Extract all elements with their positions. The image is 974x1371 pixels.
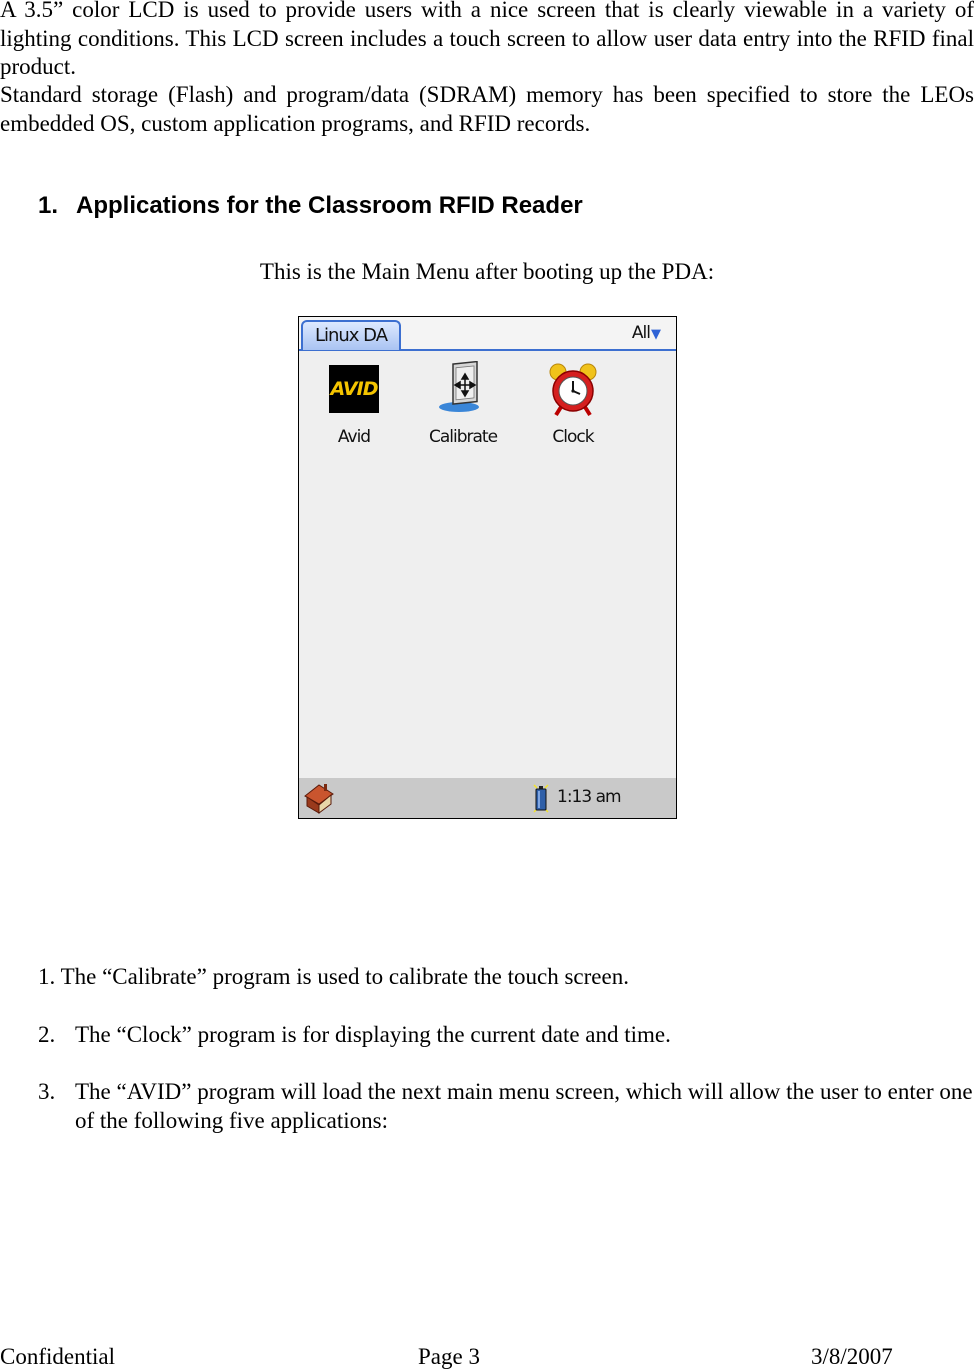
pda-app-label: Calibrate xyxy=(428,427,498,447)
footer-page-number: Page 3 xyxy=(418,1344,480,1369)
avid-logo-text: AVID xyxy=(329,365,379,413)
footer-confidential: Confidential xyxy=(0,1344,115,1369)
avid-logo-icon xyxy=(326,361,382,417)
pda-app-clock[interactable] xyxy=(523,361,623,447)
list-item-text: The “AVID” program will load the next main menu screen, which will allow the user to enter one of the following five applications: xyxy=(75,1079,973,1133)
intro-paragraph-storage: Standard storage (Flash) and program/data (SDRAM) memory has been specified to store the LEOs embedded OS, custom application programs, and RFID records. xyxy=(0,82,974,136)
dropdown-arrow-icon: ▼ xyxy=(651,327,660,342)
list-item-number: 3. xyxy=(38,1079,56,1104)
list-item-number: 2. xyxy=(38,1022,56,1047)
pda-taskbar xyxy=(299,778,676,818)
pda-category-dropdown[interactable] xyxy=(632,323,660,343)
pda-app-avid[interactable] xyxy=(304,361,404,447)
home-icon[interactable] xyxy=(303,782,335,814)
intro-paragraph-lcd: A 3.5” color LCD is used to provide users with a nice screen that is clearly viewable in a variety of lighting conditions. This LCD screen includes a touch screen to allow user data entry into the RFID final product. xyxy=(0,0,974,79)
section-number: 1. xyxy=(38,192,59,219)
pda-clock-time[interactable]: 1:13 am xyxy=(557,787,621,807)
section-heading xyxy=(38,191,583,221)
pda-app-label: Clock xyxy=(552,427,594,447)
list-item-text: The “Calibrate” program is used to calibrate the touch screen. xyxy=(60,964,629,989)
battery-icon[interactable] xyxy=(533,782,549,814)
list-item-text: The “Clock” program is for displaying the current date and time. xyxy=(75,1022,671,1047)
pda-screenshot xyxy=(298,316,677,819)
figure-caption: This is the Main Menu after booting up the PDA: xyxy=(259,259,715,284)
list-item-number: 1. xyxy=(38,964,56,989)
pda-tab-linuxda[interactable]: Linux DA xyxy=(301,320,401,350)
section-title: Applications for the Classroom RFID Reader xyxy=(76,192,583,219)
pda-title-bar xyxy=(299,317,676,351)
alarm-clock-icon xyxy=(545,361,601,417)
pda-app-calibrate[interactable] xyxy=(413,361,513,447)
calibrate-icon xyxy=(435,361,491,417)
footer-date: 3/8/2007 xyxy=(811,1344,893,1369)
list-item-calibrate xyxy=(38,963,629,992)
pda-category-label: All xyxy=(631,323,650,343)
pda-app-label: Avid xyxy=(337,427,371,447)
